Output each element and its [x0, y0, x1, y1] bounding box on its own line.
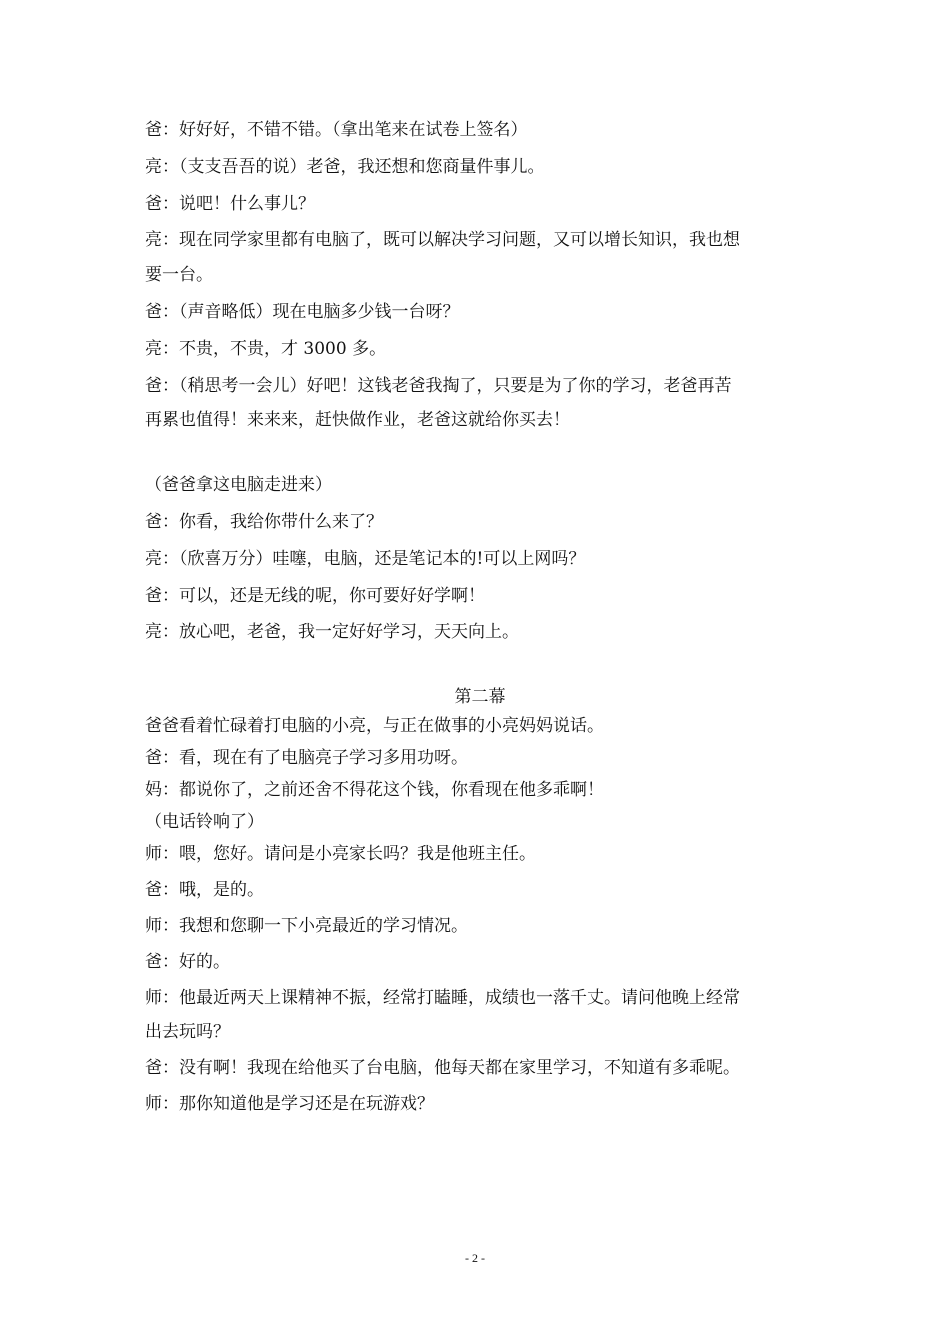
dialogue-line: 爸：没有啊！我现在给他买了台电脑，他每天都在家里学习，不知道有多乖呢。: [145, 1058, 740, 1079]
dialogue-line: 亮：（欣喜万分）哇噻，电脑，还是笔记本的!可以上网吗？: [145, 548, 586, 569]
dialogue-line: 师：他最近两天上课精神不振，经常打瞌睡，成绩也一落千丈。请问他晚上经常: [145, 988, 740, 1009]
dialogue-line-continued: 再累也值得！来来来，赶快做作业，老爸这就给你买去！: [145, 410, 570, 431]
dialogue-line: 师：我想和您聊一下小亮最近的学习情况。: [145, 916, 468, 937]
dialogue-line: 爸：好的。: [145, 952, 230, 973]
dialogue-line: 爸：说吧！什么事儿？: [145, 193, 315, 214]
page-number: - 2 -: [465, 1251, 485, 1265]
dialogue-line: 爸：可以，还是无线的呢，你可要好好学啊！: [145, 585, 485, 606]
stage-direction: 爸爸看着忙碌着打电脑的小亮，与正在做事的小亮妈妈说话。: [145, 716, 604, 737]
dialogue-line: 爸：好好好，不错不错。（拿出笔来在试卷上签名）: [145, 120, 528, 140]
dialogue-line: 爸：（稍思考一会儿）好吧！这钱老爸我掏了，只要是为了你的学习，老爸再苦: [145, 375, 732, 396]
spacer: [145, 657, 815, 685]
spacer: [145, 445, 815, 473]
stage-direction: （电话铃响了）: [145, 812, 264, 833]
scene-one-dialogue: [145, 118, 815, 432]
dialogue-line: 爸：哦，是的。: [145, 880, 264, 901]
dialogue-line-continued: 要一台。: [145, 265, 213, 286]
scene-one-computer-dialogue: [145, 473, 815, 644]
dialogue-line: 妈：都说你了，之前还舍不得花这个钱，你看现在他多乖啊！: [145, 780, 604, 801]
dialogue-line: 爸：你看，我给你带什么来了？: [145, 511, 383, 532]
dialogue-line: 亮：放心吧，老爸，我一定好好学习，天天向上。: [145, 622, 519, 643]
dialogue-line: 亮：（支支吾吾的说）老爸，我还想和您商量件事儿。: [145, 156, 545, 177]
dialogue-line: 爸：（声音略低）现在电脑多少钱一台呀？: [145, 301, 460, 322]
dialogue-line: 师：那你知道他是学习还是在玩游戏？: [145, 1094, 434, 1115]
dialogue-line: 亮：不贵，不贵，才 3000 多。: [145, 338, 387, 359]
dialogue-line: 爸：看，现在有了电脑亮子学习多用功呀。: [145, 748, 468, 769]
dialogue-line: 亮：现在同学家里都有电脑了，既可以解决学习问题，又可以增长知识，我也想: [145, 230, 740, 251]
dialogue-line: 师：喂，您好。请问是小亮家长吗？我是他班主任。: [145, 844, 536, 865]
scene-two: [145, 685, 815, 1116]
stage-direction: （爸爸拿这电脑走进来）: [145, 475, 332, 496]
page-content: [145, 118, 815, 1128]
scene-title: 第二幕: [454, 687, 506, 708]
dialogue-line-continued: 出去玩吗？: [145, 1022, 230, 1043]
